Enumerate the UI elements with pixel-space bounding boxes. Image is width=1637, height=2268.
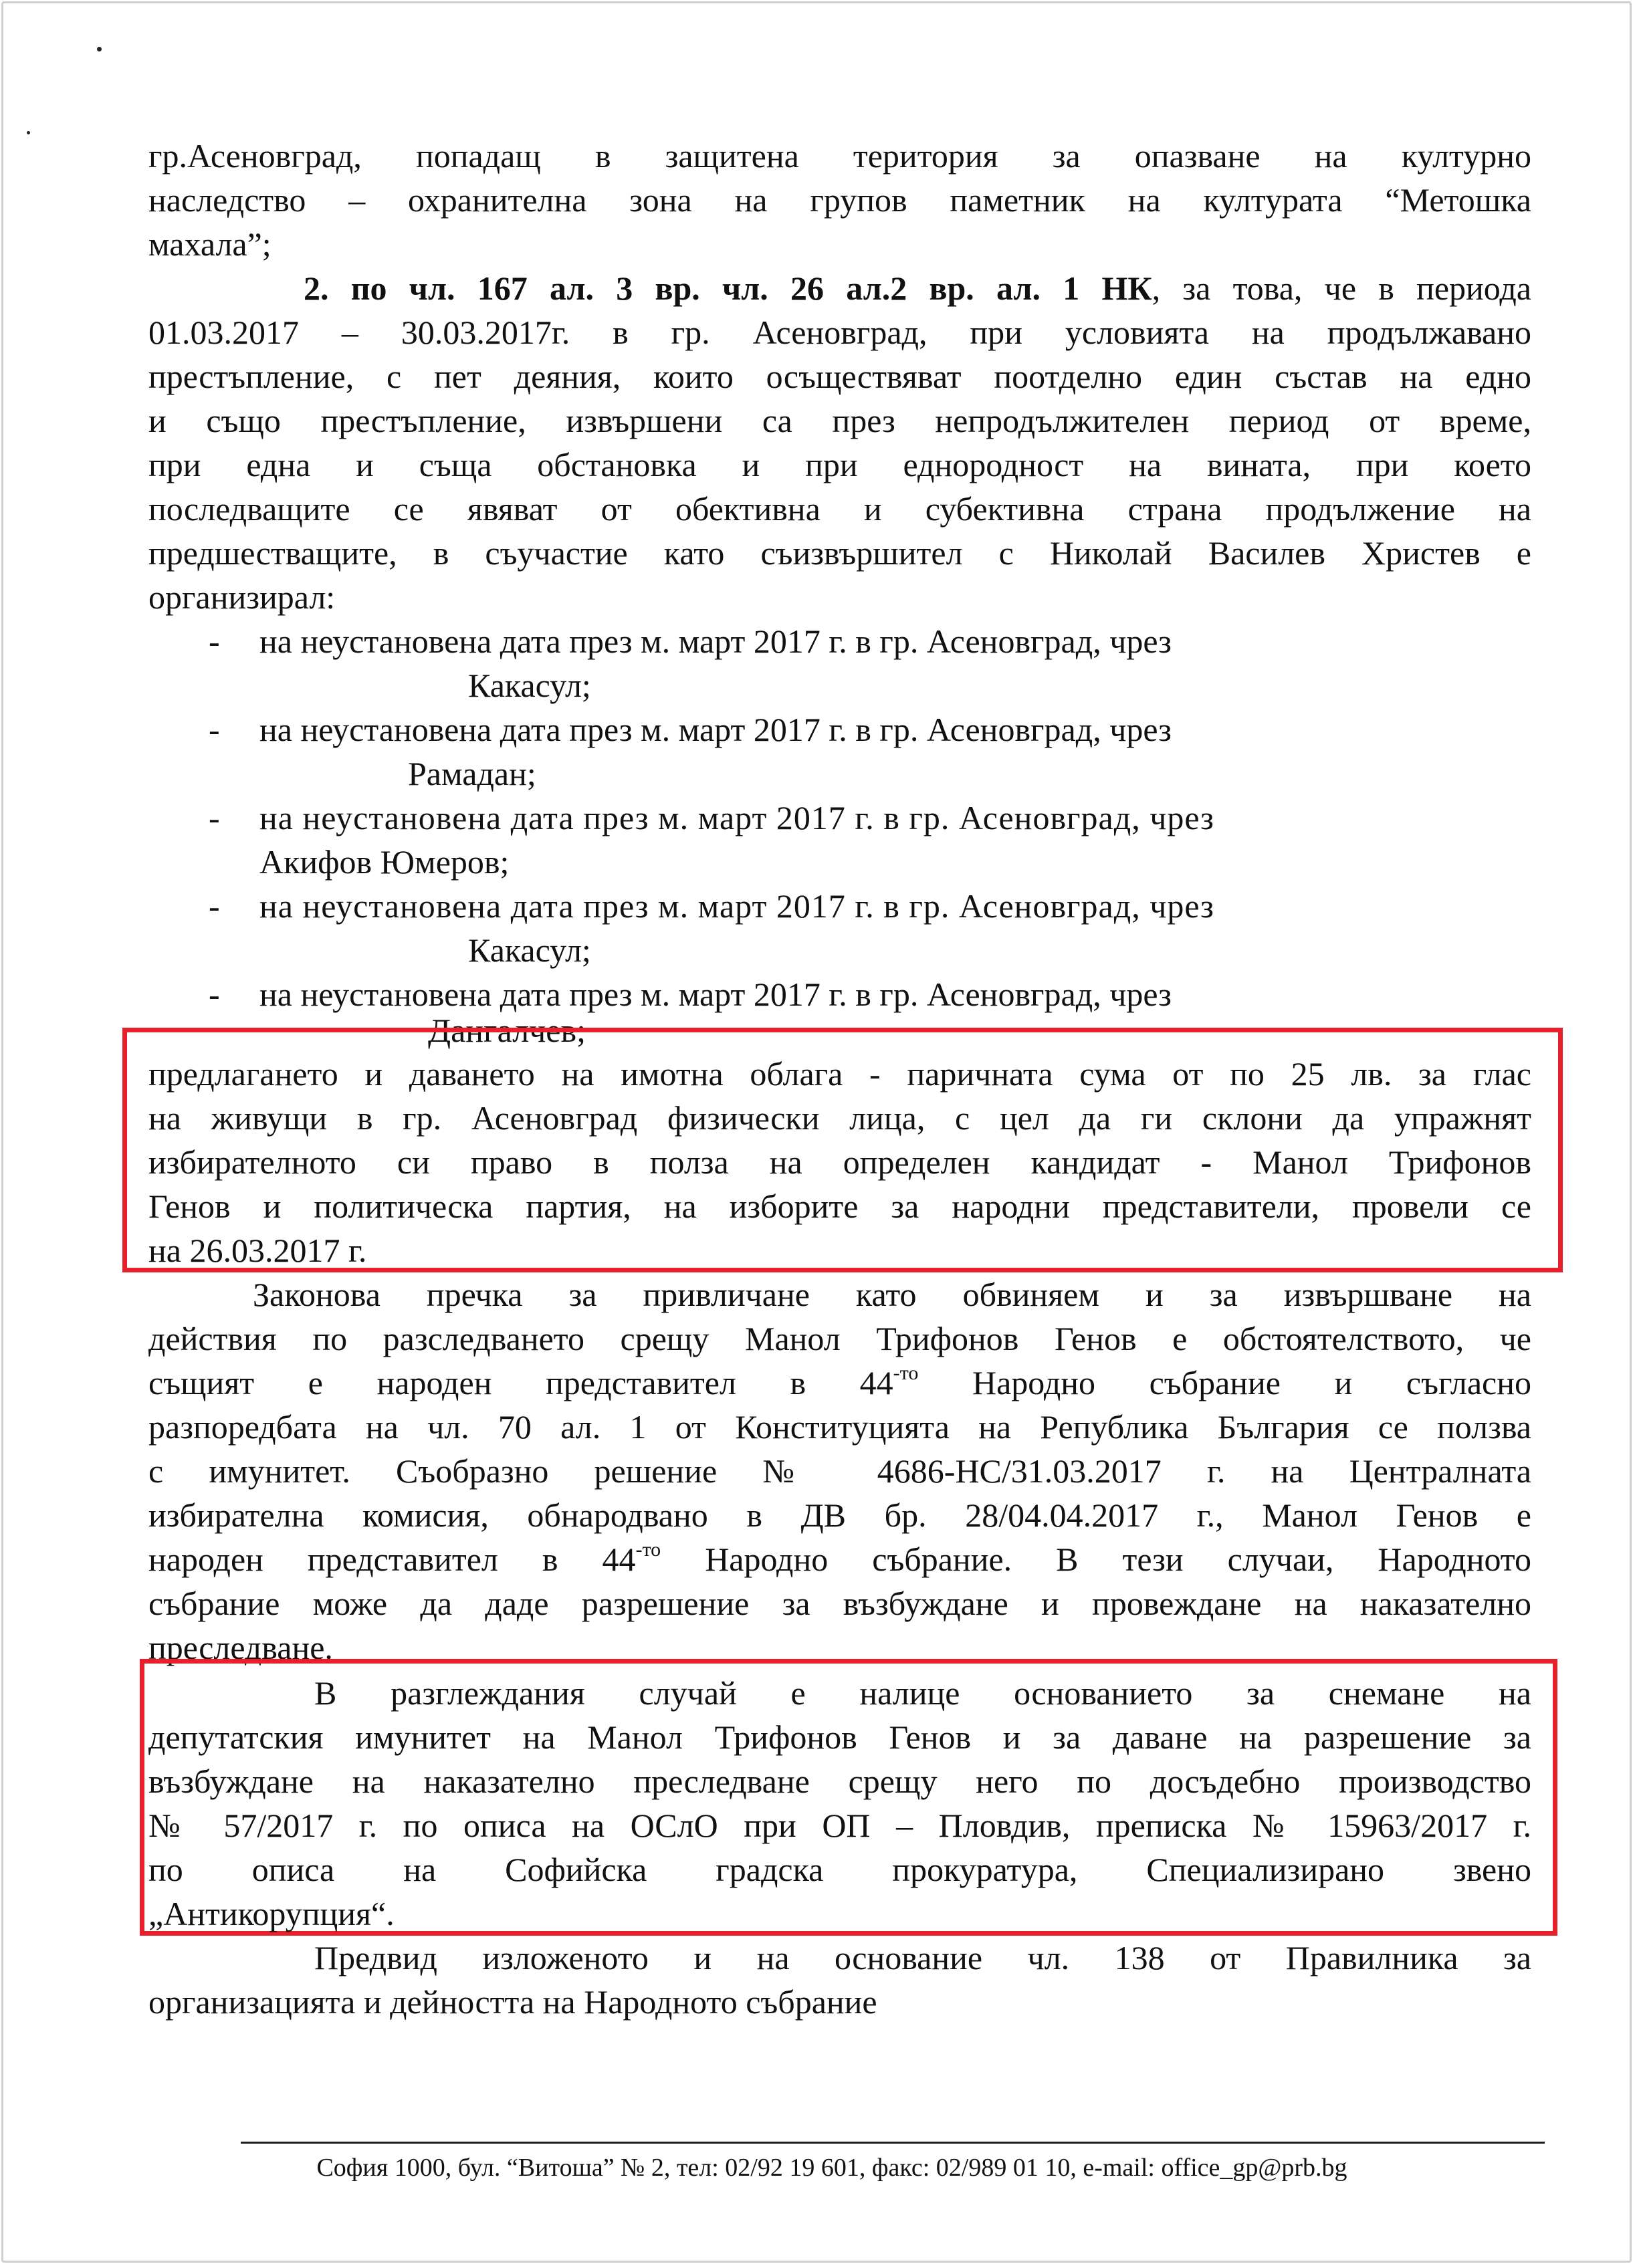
list-item-text: на неустановена дата през м. март 2017 г. в гр. Асеновград, чрез (259, 711, 1172, 748)
text-line: махала”; (148, 225, 271, 263)
text-line: гр.Асеновград, попадащ в защитена територия за опазване на културно (148, 137, 1531, 175)
ordinal-suffix: -то (893, 1362, 919, 1384)
text-line: Предвид изложеното и на основание чл. 138 от Правилника за (314, 1939, 1531, 1976)
text-line: наследство – охранителна зона на групов паметник на културата “Метошка (148, 181, 1531, 219)
text-line: при една и съща обстановка и при еднородност на вината, при което (148, 446, 1531, 483)
text-line: избирателното си право в полза на определен кандидат - Манол Трифонов (148, 1143, 1531, 1181)
text-line: организирал: (148, 578, 336, 616)
scan-speck (27, 131, 30, 134)
text-line: последващите се явяват от обективна и субективна страна продължение на (148, 490, 1531, 528)
charge-2-lead-line (304, 266, 1531, 310)
text-line: В разглеждания случай е налице основанието за снемане на (314, 1674, 1531, 1712)
redacted-name: Дангалчев; (428, 1012, 586, 1049)
ordinal-suffix: -то (635, 1539, 661, 1561)
text-line: 01.03.2017 – 30.03.2017г. в гр. Асеновград, при условията на продължавано (148, 314, 1531, 351)
text-line: с имунитет. Съобразно решение № 4686-НС/31.03.2017 г. на Централната (148, 1452, 1531, 1490)
footer-address: София 1000, бул. “Витоша” № 2, тел: 02/92 19 601, факс: 02/989 01 10, e-mail: office_gp@prb.bg (316, 2154, 1347, 2182)
text-line: избирателна комисия, обнародвано в ДВ бр. 28/04.04.2017 г., Манол Генов е (148, 1496, 1531, 1534)
dash-bullet: - (209, 976, 220, 1013)
charge-2-article: 2. по чл. 167 ал. 3 вр. чл. 26 ал.2 вр. ал. 1 НК (304, 269, 1152, 307)
redacted-name: Рамадан; (408, 755, 536, 792)
text-line: събрание може да даде разрешение за възбуждане и провеждане на наказателно (148, 1585, 1531, 1622)
text-line: престъпление, с пет деяния, които осъществяват поотделно един състав на едно (148, 358, 1531, 395)
text-line: организацията и дейността на Народното събрание (148, 1983, 877, 2021)
dash-bullet: - (209, 887, 220, 925)
text-line: предшестващите, в съучастие като съизвършител с Николай Василев Христев е (148, 534, 1531, 572)
text-line (148, 1537, 1531, 1581)
scan-speck (97, 47, 102, 51)
text-line: разпоредбата на чл. 70 ал. 1 от Конституцията на Република България се ползва (148, 1408, 1531, 1446)
text-line: действия по разследването срещу Манол Трифонов Генов е обстоятелството, че (148, 1320, 1531, 1357)
text-segment: същият е народен представител в 44 (148, 1364, 893, 1401)
text-line: на живущи в гр. Асеновград физически лица, с цел да ги склони да упражнят (148, 1099, 1531, 1137)
list-item-text: на неустановена дата през м. март 2017 г. в гр. Асеновград, чрез (259, 887, 1214, 925)
text-line: възбуждане на наказателно преследване срещу него по досъдебно производство (148, 1763, 1531, 1800)
redacted-name: Какасул; (468, 931, 591, 969)
text-line: по описа на Софийска градска прокуратура, Специализирано звено (148, 1851, 1531, 1888)
dash-bullet: - (209, 799, 220, 836)
dash-bullet: - (209, 711, 220, 748)
text-segment: Народно събрание и съгласно (918, 1364, 1532, 1401)
list-item-text: на неустановена дата през м. март 2017 г. в гр. Асеновград, чрез (259, 799, 1214, 836)
text-line: на 26.03.2017 г. (148, 1232, 367, 1269)
text-segment: Народно събрание. В тези случаи, Народното (661, 1541, 1531, 1578)
text-line: преследване. (148, 1629, 333, 1666)
text-line: Законова пречка за привличане като обвиняем и за извършване на (253, 1276, 1531, 1313)
dash-bullet: - (209, 622, 220, 660)
text-segment: народен представител в 44 (148, 1541, 636, 1578)
text-line: № 57/2017 г. по описа на ОСлО при ОП – Пловдив, преписка № 15963/2017 г. (148, 1807, 1531, 1844)
text-line: Генов и политическа партия, на изборите за народни представители, провели се (148, 1187, 1531, 1225)
charge-2-lead-rest: , за това, че в периода (1152, 269, 1531, 307)
text-line (148, 1361, 1531, 1405)
redacted-name: Акифов Юмеров; (259, 843, 510, 881)
list-item-text: на неустановена дата през м. март 2017 г. в гр. Асеновград, чрез (259, 622, 1172, 660)
text-line: и също престъпление, извършени са през непродължителен период от време, (148, 402, 1531, 439)
text-line: депутатския имунитет на Манол Трифонов Генов и за даване на разрешение за (148, 1718, 1531, 1756)
redacted-name: Какасул; (468, 667, 591, 704)
footer-divider (241, 2142, 1545, 2144)
text-line: предлагането и даването на имотна облага - паричната сума от по 25 лв. за глас (148, 1055, 1531, 1093)
list-item-text: на неустановена дата през м. март 2017 г. в гр. Асеновград, чрез (259, 976, 1172, 1013)
text-line: „Антикорупция“. (148, 1895, 395, 1932)
